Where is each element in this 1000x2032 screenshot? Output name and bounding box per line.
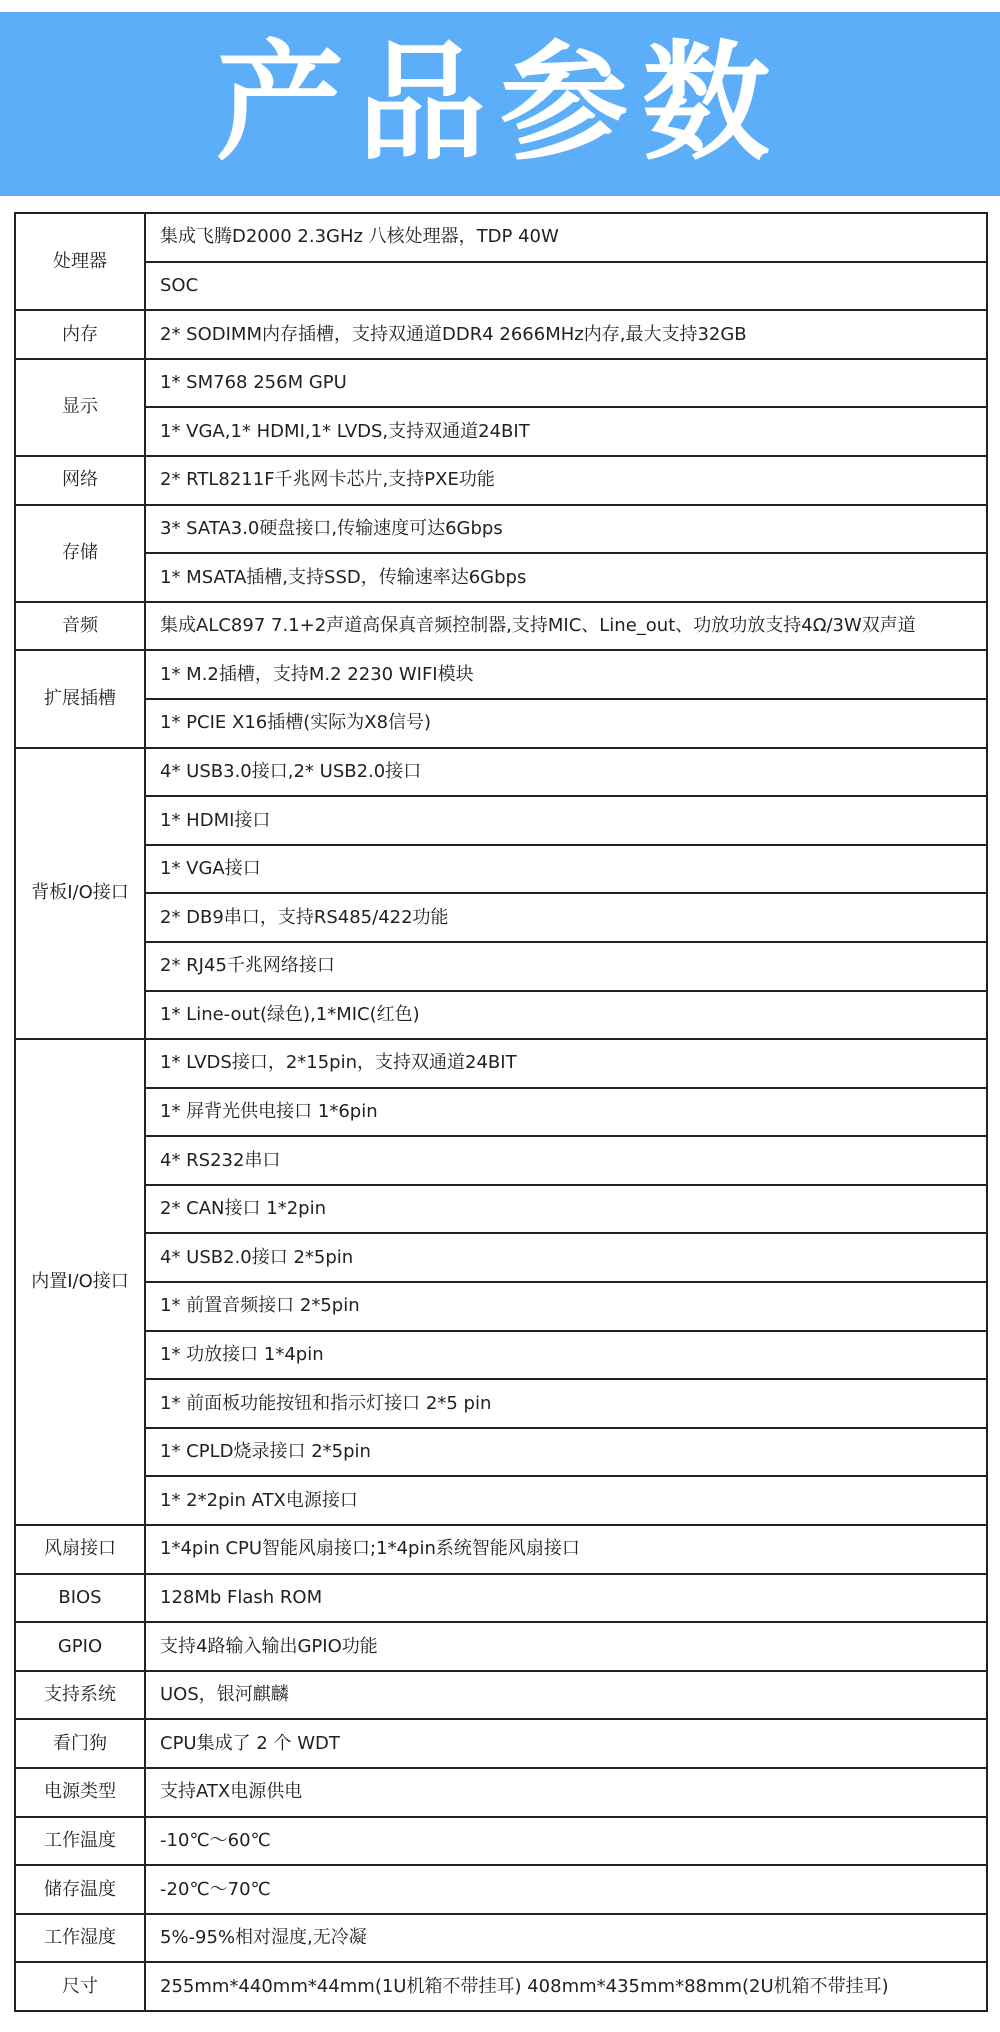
table-row [15, 602, 987, 651]
spec-label-watchdog: 看门狗 [15, 1719, 145, 1768]
spec-value: 支持ATX电源供电 [145, 1768, 987, 1817]
table-row [15, 1136, 987, 1185]
table-row [15, 1331, 987, 1380]
spec-value: SOC [145, 262, 987, 311]
spec-value: 1*4pin CPU智能风扇接口;1*4pin系统智能风扇接口 [145, 1525, 987, 1574]
spec-value: 集成飞腾D2000 2.3GHz 八核处理器，TDP 40W [145, 213, 987, 262]
table-row [15, 1622, 987, 1671]
spec-table [14, 212, 988, 2012]
spec-value: 1* CPLD烧录接口 2*5pin [145, 1428, 987, 1477]
table-row [15, 553, 987, 602]
spec-label-os: 支持系统 [15, 1671, 145, 1720]
spec-value: 4* USB2.0接口 2*5pin [145, 1233, 987, 1282]
table-row [15, 1817, 987, 1866]
spec-value: 1* PCIE X16插槽(实际为X8信号) [145, 699, 987, 748]
spec-label-storage-temp: 储存温度 [15, 1865, 145, 1914]
spec-value: 2* CAN接口 1*2pin [145, 1185, 987, 1234]
spec-label-storage: 存储 [15, 505, 145, 602]
spec-value: 1* 功放接口 1*4pin [145, 1331, 987, 1380]
spec-label-network: 网络 [15, 456, 145, 505]
spec-label-memory: 内存 [15, 310, 145, 359]
table-row [15, 1671, 987, 1720]
table-row [15, 1865, 987, 1914]
table-row [15, 1088, 987, 1137]
table-row [15, 310, 987, 359]
spec-value: 128Mb Flash ROM [145, 1574, 987, 1623]
table-row [15, 699, 987, 748]
spec-label-size: 尺寸 [15, 1962, 145, 2011]
spec-value: 1* 前置音频接口 2*5pin [145, 1282, 987, 1331]
table-row [15, 1476, 987, 1525]
spec-label-power: 电源类型 [15, 1768, 145, 1817]
table-row [15, 845, 987, 894]
spec-value: -10℃～60℃ [145, 1817, 987, 1866]
spec-label-expansion: 扩展插槽 [15, 650, 145, 747]
table-row [15, 407, 987, 456]
table-row [15, 1428, 987, 1477]
spec-value: 2* RTL8211F千兆网卡芯片,支持PXE功能 [145, 456, 987, 505]
spec-value: 1* VGA接口 [145, 845, 987, 894]
spec-label-audio: 音频 [15, 602, 145, 651]
spec-value: 1* SM768 256M GPU [145, 359, 987, 408]
table-row [15, 1525, 987, 1574]
spec-value: 1* HDMI接口 [145, 796, 987, 845]
table-row [15, 893, 987, 942]
table-row [15, 1379, 987, 1428]
spec-value: 3* SATA3.0硬盘接口,传输速度可达6Gbps [145, 505, 987, 554]
table-row [15, 213, 987, 262]
spec-value: 1* 2*2pin ATX电源接口 [145, 1476, 987, 1525]
page-title: 产品参数 [215, 29, 784, 178]
spec-value: 5%-95%相对湿度,无冷凝 [145, 1914, 987, 1963]
table-row [15, 1962, 987, 2011]
spec-value: 1* LVDS接口，2*15pin，支持双通道24BIT [145, 1039, 987, 1088]
spec-label-processor: 处理器 [15, 213, 145, 310]
spec-value: -20℃～70℃ [145, 1865, 987, 1914]
header-banner [0, 12, 1000, 196]
table-row [15, 359, 987, 408]
spec-value: 4* RS232串口 [145, 1136, 987, 1185]
spec-value: 255mm*440mm*44mm(1U机箱不带挂耳) 408mm*435mm*88mm(2U机箱不带挂耳) [145, 1962, 987, 2011]
spec-value: UOS，银河麒麟 [145, 1671, 987, 1720]
spec-value: 1* MSATA插槽,支持SSD，传输速率达6Gbps [145, 553, 987, 602]
table-row [15, 942, 987, 991]
table-row [15, 1914, 987, 1963]
table-row [15, 1719, 987, 1768]
table-row [15, 1574, 987, 1623]
spec-value: 2* SODIMM内存插槽，支持双通道DDR4 2666MHz内存,最大支持32GB [145, 310, 987, 359]
spec-label-gpio: GPIO [15, 1622, 145, 1671]
spec-value: 集成ALC897 7.1+2声道高保真音频控制器,支持MIC、Line_out、功放功放支持4Ω/3W双声道 [145, 602, 987, 651]
spec-value: 1* VGA,1* HDMI,1* LVDS,支持双通道24BIT [145, 407, 987, 456]
table-row [15, 1233, 987, 1282]
table-row [15, 1282, 987, 1331]
table-row [15, 650, 987, 699]
spec-label-display: 显示 [15, 359, 145, 456]
spec-value: CPU集成了 2 个 WDT [145, 1719, 987, 1768]
table-row [15, 991, 987, 1040]
table-row [15, 456, 987, 505]
spec-label-rear-io: 背板I/O接口 [15, 748, 145, 1040]
spec-value: 2* RJ45千兆网络接口 [145, 942, 987, 991]
spec-value: 支持4路输入输出GPIO功能 [145, 1622, 987, 1671]
spec-value: 1* 屏背光供电接口 1*6pin [145, 1088, 987, 1137]
spec-value: 1* M.2插槽，支持M.2 2230 WIFI模块 [145, 650, 987, 699]
table-row [15, 1768, 987, 1817]
table-row [15, 505, 987, 554]
spec-label-bios: BIOS [15, 1574, 145, 1623]
spec-label-op-temp: 工作温度 [15, 1817, 145, 1866]
table-row [15, 796, 987, 845]
spec-value: 1* Line-out(绿色),1*MIC(红色) [145, 991, 987, 1040]
table-row [15, 1185, 987, 1234]
spec-value: 4* USB3.0接口,2* USB2.0接口 [145, 748, 987, 797]
spec-label-fan: 风扇接口 [15, 1525, 145, 1574]
spec-label-humidity: 工作湿度 [15, 1914, 145, 1963]
spec-label-internal-io: 内置I/O接口 [15, 1039, 145, 1525]
spec-value: 2* DB9串口，支持RS485/422功能 [145, 893, 987, 942]
table-row [15, 262, 987, 311]
table-row [15, 748, 987, 797]
spec-value: 1* 前面板功能按钮和指示灯接口 2*5 pin [145, 1379, 987, 1428]
table-row [15, 1039, 987, 1088]
